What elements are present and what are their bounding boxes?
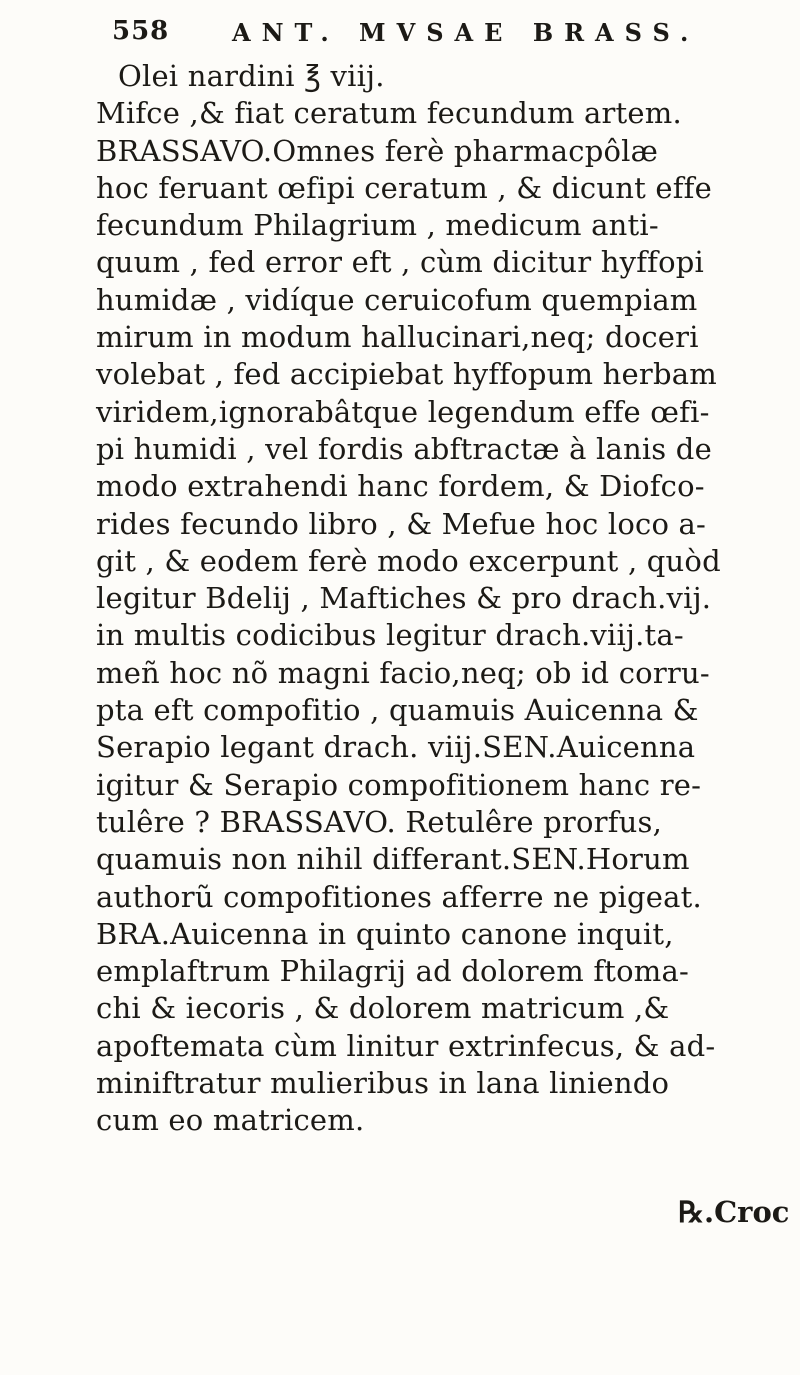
text-line: pi humidi , vel fordis abftractæ à lanis de [96,431,712,466]
text-line: quum , fed error eft , cùm dicitur hyffopi [96,245,705,280]
text-line: authorũ compofitiones afferre ne pigeat. [96,879,702,914]
text-line: pta eft compofitio , quamuis Auicenna & [96,693,699,728]
text-line: legitur Bdelij , Maftiches & pro drach.vij. [96,581,712,616]
running-head: ANT. MVSAE BRASS. [232,18,700,47]
text-line: modo extrahendi hanc fordem, & Diofco- [96,469,705,504]
text-line: apoftemata cùm linitur extrinfecus, & ad- [96,1028,716,1063]
text-line: Serapio legant drach. viij.SEN.Auicenna [96,730,696,765]
text-line: cum eo matricem. [96,1103,365,1138]
text-line: emplaftrum Philagrij ad dolorem ftoma- [96,954,689,989]
text-line: rides fecundo libro , & Mefue hoc loco a- [96,506,707,541]
text-line: git , & eodem ferè modo excerpunt , quòd [96,543,721,578]
text-line: tulêre ? BRASSAVO. Retulêre prorfus, [96,804,663,839]
text-line: hoc feruant œfipi ceratum , & dicunt effe [96,170,712,205]
text-line: in multis codicibus legitur drach.viij.ta- [96,618,684,653]
text-line: volebat , fed accipiebat hyffopum herbam [96,357,717,392]
text-line: Olei nardini ℥ viij. [118,59,385,93]
text-line: BRA.Auicenna in quinto canone inquit, [96,916,674,951]
page-header [0,16,800,56]
catchword: ℞.Croc [678,1195,790,1229]
text-line: mirum in modum hallucinari,neq; doceri [96,320,699,355]
text-line: miniftratur mulieribus in lana liniendo [96,1066,670,1101]
text-line: BRASSAVO.Omnes ferè pharmacpôlæ [96,133,659,168]
text-line: Mifce ,& fiat ceratum fecundum artem. [96,96,682,131]
page-number: 558 [112,16,170,46]
text-line: meñ hoc nõ magni facio,neq; ob id corru- [96,655,710,690]
text-line: chi & iecoris , & dolorem matricum ,& [96,991,670,1026]
text-line: viridem,ignorabâtque legendum effe œfi- [96,394,710,429]
text-line: igitur & Serapio compofitionem hanc re- [96,767,702,802]
body-text [96,58,796,1140]
text-line: quamuis non nihil differant.SEN.Horum [96,842,690,877]
text-line: fecundum Philagrium , medicum anti- [96,208,659,243]
text-line: humidæ , vidíque ceruicofum quempiam [96,282,698,317]
